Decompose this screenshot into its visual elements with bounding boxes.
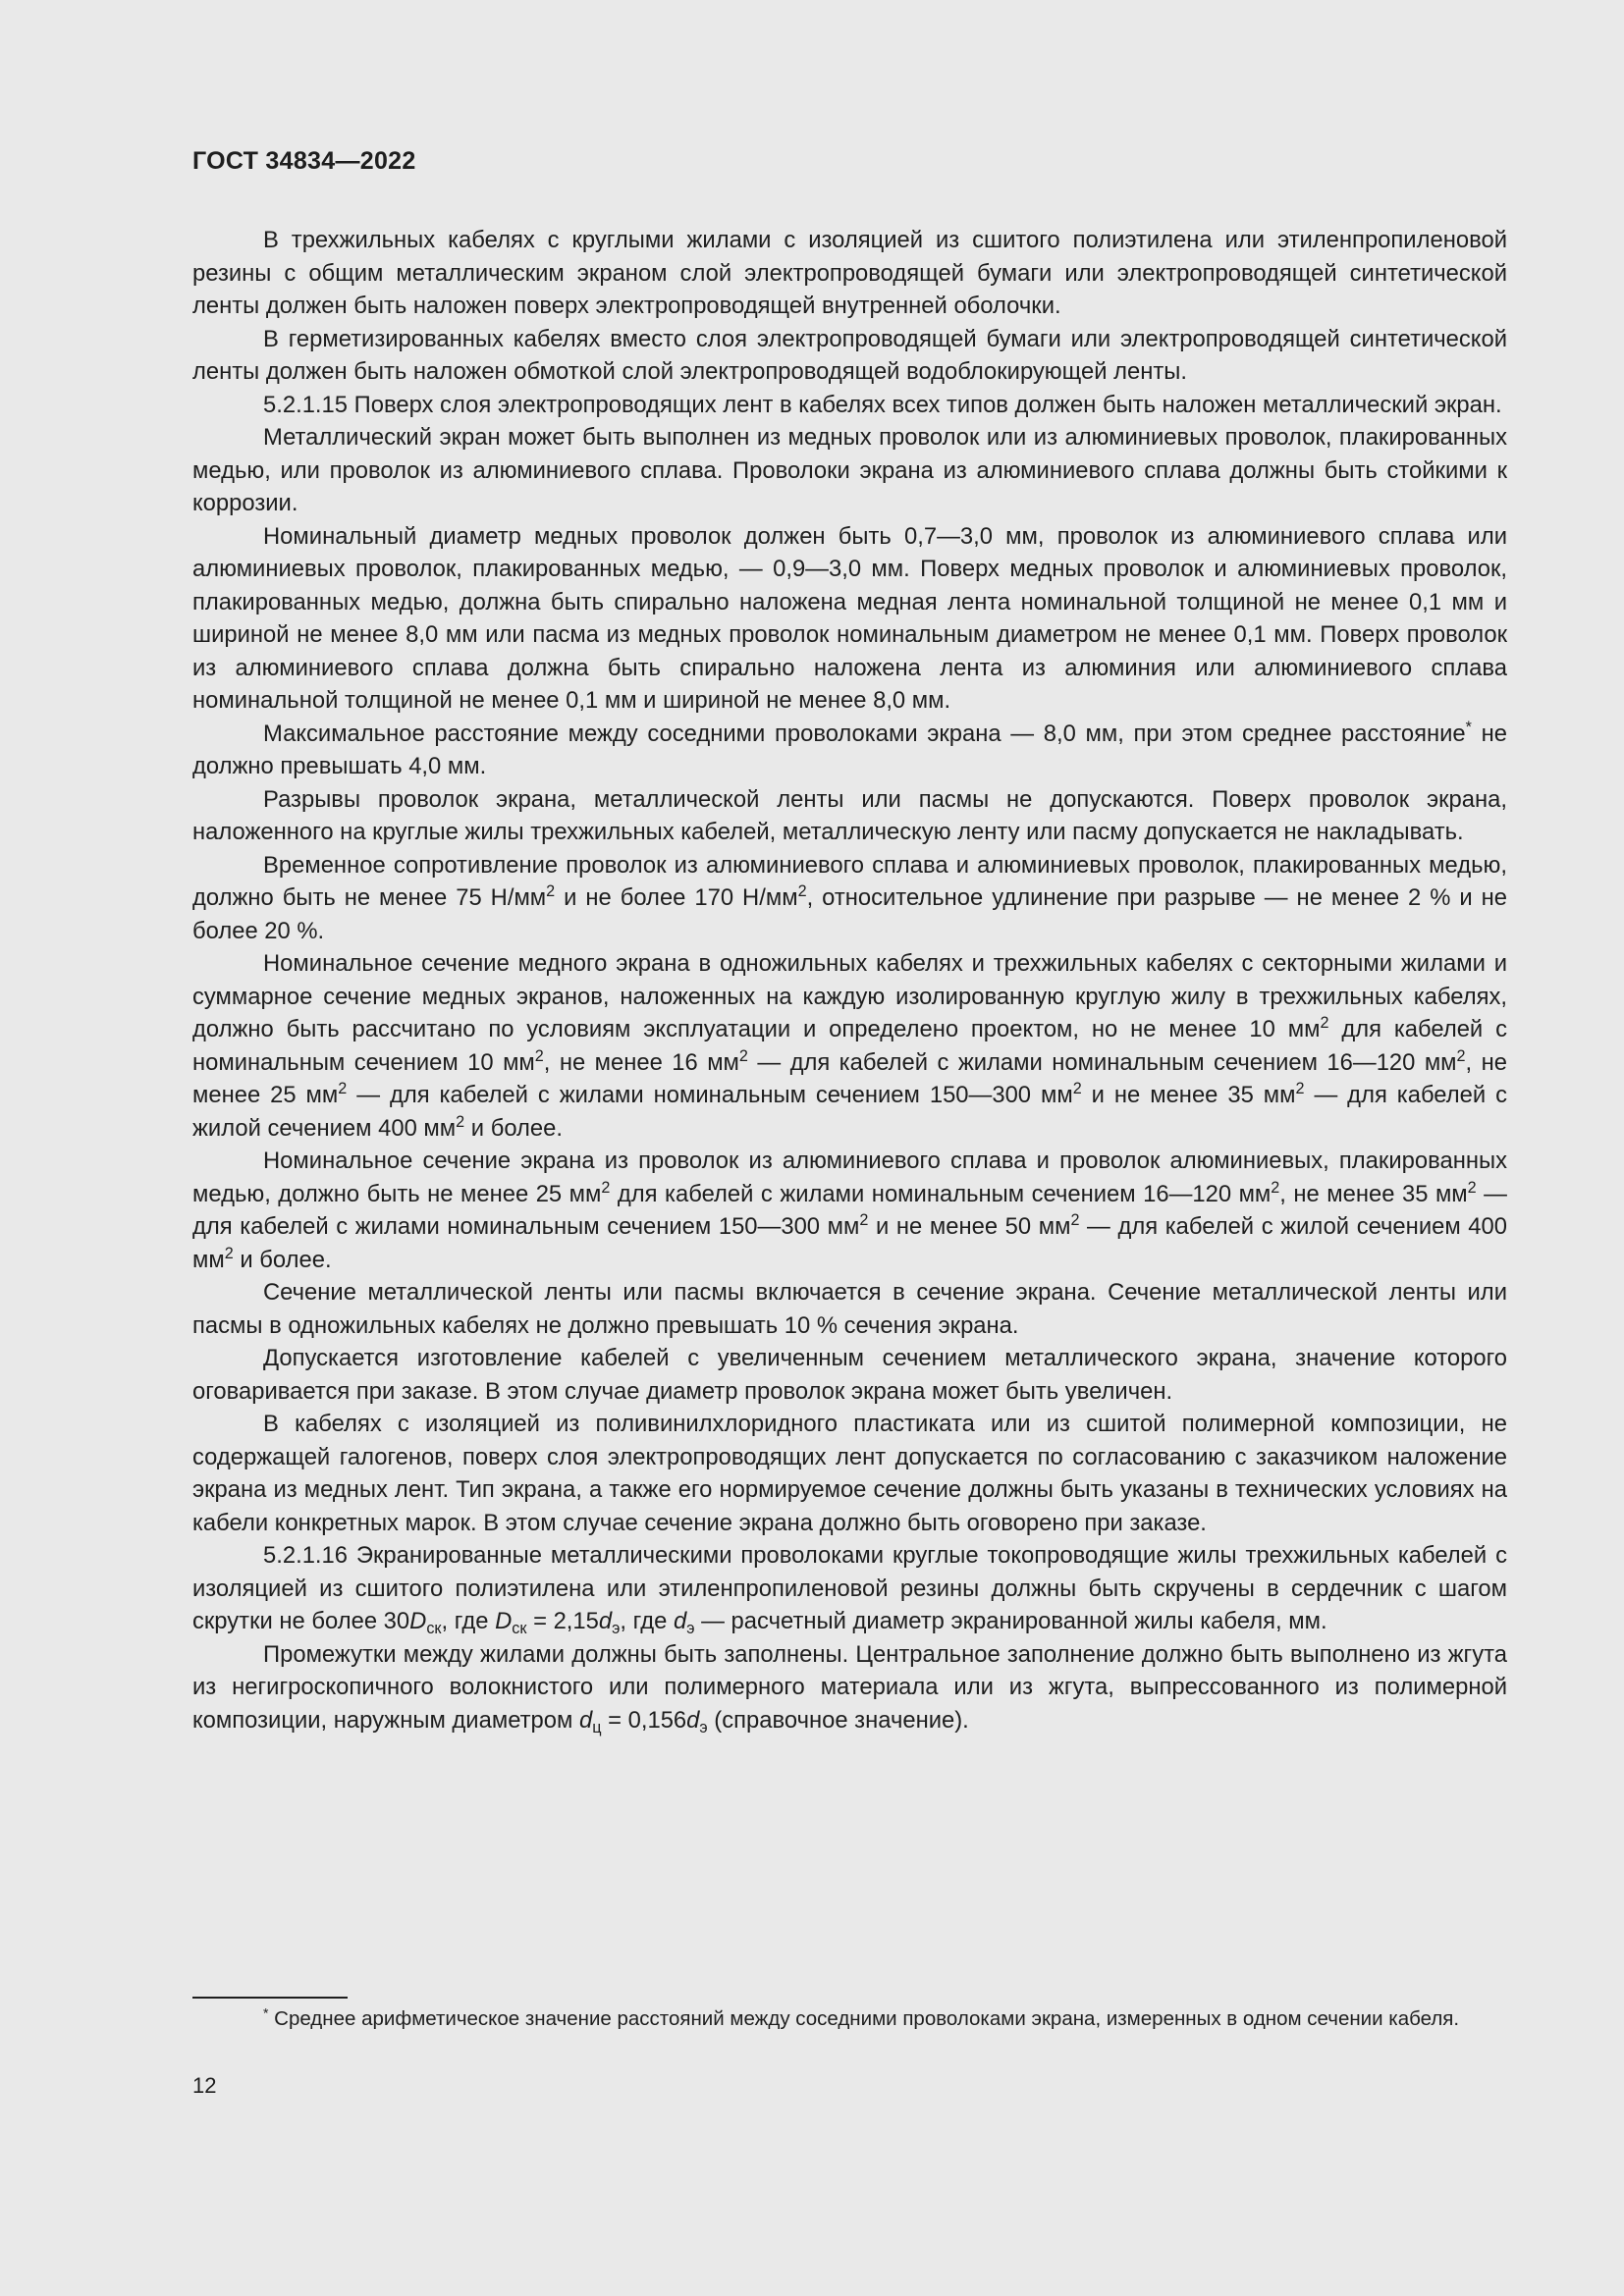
paragraph: Номинальный диаметр медных проволок должен быть 0,7—3,0 мм, проволок из алюминиевого сплава или алюминиевых проволок, плакированных медью, — 0,9—3,0 мм. Поверх медных проволок и алюминиевых проволок, плакированных медью, должна быть спирально наложена медная лента номинальной толщиной не менее 0,1 мм и шириной не менее 8,0 мм или пасма из медных проволок номинальным диаметром не менее 0,1 мм. Поверх проволок из алюминиевого сплава должна быть спирально наложена лента из алюминия или алюминиевого сплава номинальной толщиной не менее 0,1 мм и шириной не менее 8,0 мм. <box>192 522 1507 714</box>
paragraph: Временное сопротивление проволок из алюминиевого сплава и алюминиевых проволок, плакированных медью, должно быть не менее 75 $Н/мм^2$ и не более 170 $Н/мм^2$, относительное удлинение при разрыве — не менее 2 % и не более 20 %. <box>192 851 1507 944</box>
clause-5-2-1-16: 5.2.1.16 Экранированные металлическими проволоками круглые токопроводящие жилы трехжильных кабелей с изоляцией из сшитого полиэтилена или этиленпропиленовой резины должны быть скручены в сердечник с шагом скрутки не более $30D_{ск}$, где $D_{ск} = 2,15d_э$, где $d_э$ — расчетный диаметр экранированной жилы кабеля, мм. <box>192 1542 1507 1637</box>
footnote-ref[interactable]: * <box>1465 718 1472 736</box>
footnote: * Среднее арифметическое значение расстояний между соседними проволоками экрана, измеренных в одном сечении кабеля. <box>263 2004 1460 2030</box>
page-number: 12 <box>192 2073 217 2098</box>
body-text <box>192 224 1507 1736</box>
paragraph: Номинальное сечение медного экрана в одножильных кабелях и трехжильных кабелях с секторными жилами и суммарное сечение медных экранов, наложенных на каждую изолированную круглую жилу в трехжильных кабелях, должно быть рассчитано по условиям эксплуатации и определено проектом, но не менее 10 $мм^2$ для кабелей с номинальным сечением 10 $мм^2$, не менее 16 $мм^2$ — для кабелей с жилами номинальным сечением 16—120 $мм^2$, не менее 25 $мм^2$ — для кабелей с жилами номинальным сечением 150—300 $мм^2$ и не менее 35 $мм^2$ — для кабелей с жилой сечением 400 $мм^2$ и более. <box>192 950 1508 1142</box>
footnote-separator <box>192 1997 348 1999</box>
paragraph: Сечение металлической ленты или пасмы включается в сечение экрана. Сечение металлической ленты или пасмы в одножильных кабелях не должно превышать 10 % сечения экрана. <box>192 1279 1507 1339</box>
paragraph: В герметизированных кабелях вместо слоя электропроводящей бумаги или электропроводящей синтетической ленты должен быть наложен обмоткой слой электропроводящей водоблокирующей ленты. <box>192 325 1507 385</box>
paragraph: Разрывы проволок экрана, металлической ленты или пасмы не допускаются. Поверх проволок экрана, наложенного на круглые жилы трехжильных кабелей, металлическую ленту или пасму допускается не накладывать. <box>192 785 1507 845</box>
paragraph: В кабелях с изоляцией из поливинилхлоридного пластиката или из сшитой полимерной композиции, не содержащей галогенов, поверх слоя электропроводящих лент допускается по согласованию с заказчиком наложение экрана из медных лент. Тип экрана, а также его нормируемое сечение должны быть указаны в технических условиях на кабели конкретных марок. В этом случае сечение экрана должно быть оговорено при заказе. <box>192 1411 1507 1536</box>
paragraph: Промежутки между жилами должны быть заполнены. Центральное заполнение должно быть выполнено из жгута из негигроскопичного волокнистого или полимерного материала или из жгута, выпрессованного из полимерной композиции, наружным диаметром $d_ц = 0,156d_э$ (справочное значение). <box>192 1640 1507 1736</box>
clause-5-2-1-15: 5.2.1.15 Поверх слоя электропроводящих лент в кабелях всех типов должен быть наложен металлический экран. <box>263 391 1502 418</box>
paragraph: В трехжильных кабелях с круглыми жилами с изоляцией из сшитого полиэтилена или этиленпропиленовой резины с общим металлическим экраном слой электропроводящей бумаги или электропроводящей синтетической ленты должен быть наложен поверх электропроводящей внутренней оболочки. <box>192 227 1507 319</box>
paragraph: Максимальное расстояние между соседними проволоками экрана — 8,0 мм, при этом среднее расстояние* не должно превышать 4,0 мм. <box>192 718 1507 779</box>
paragraph: Номинальное сечение экрана из проволок из алюминиевого сплава и проволок алюминиевых, плакированных медью, должно быть не менее 25 $мм^2$ для кабелей с жилами номинальным сечением 16—120 $мм^2$, не менее 35 $мм^2$ — для кабелей с жилами номинальным сечением 150—300 $мм^2$ и не менее 50 $мм^2$ — для кабелей с жилой сечением 400 $мм^2$ и более. <box>192 1148 1508 1273</box>
document-header: ГОСТ 34834—2022 <box>192 147 416 175</box>
paragraph: Металлический экран может быть выполнен из медных проволок или из алюминиевых проволок, плакированных медью, или проволок из алюминиевого сплава. Проволоки экрана из алюминиевого сплава должны быть стойкими к коррозии. <box>192 424 1507 516</box>
paragraph: Допускается изготовление кабелей с увеличенным сечением металлического экрана, значение которого оговаривается при заказе. В этом случае диаметр проволок экрана может быть увеличен. <box>192 1345 1507 1405</box>
